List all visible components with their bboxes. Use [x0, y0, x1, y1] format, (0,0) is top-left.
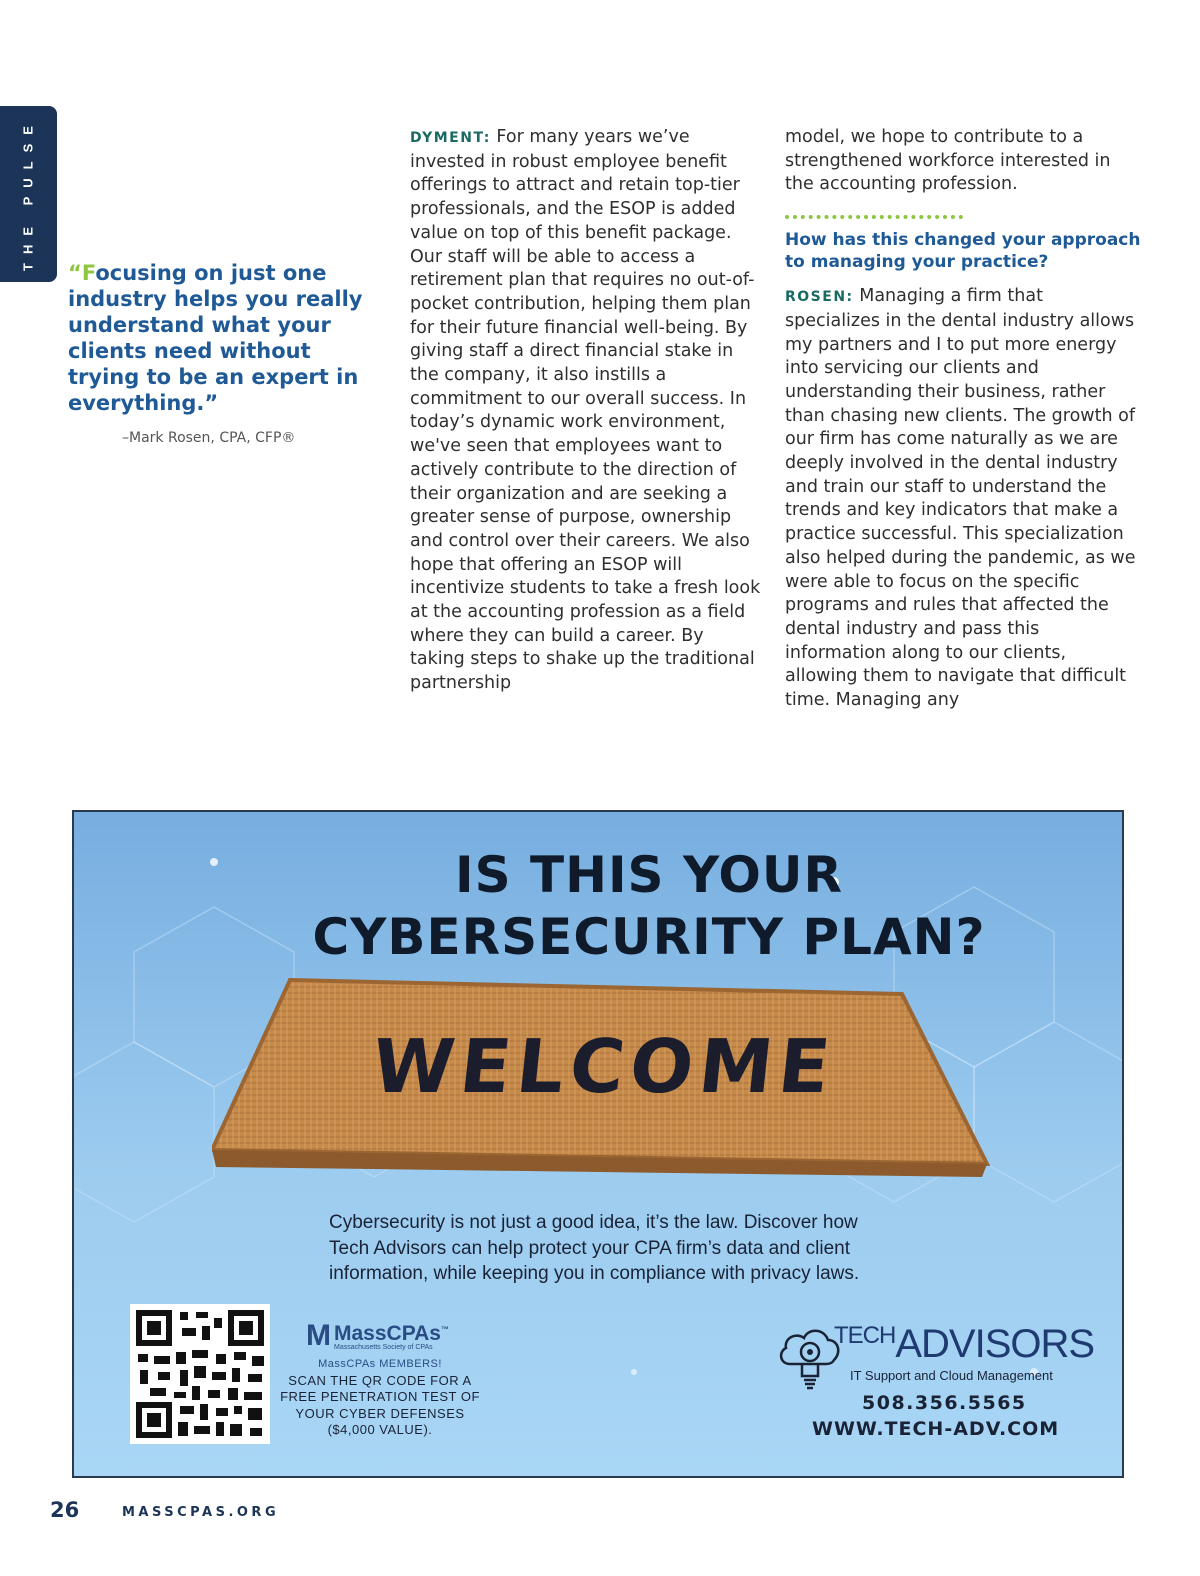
- tech-advisors-logo: [834, 1322, 1094, 1366]
- doormat-word: WELCOME: [368, 1024, 840, 1110]
- article-column-2: [785, 126, 1143, 713]
- dyment-answer-continued: model, we hope to contribute to a strengthened workforce interested in the accounting profession.: [785, 127, 1111, 195]
- ad-body-copy: Cybersecurity is not just a good idea, it’s the law. Discover how Tech Advisors can help protect your CPA firm’s data and client information, while keeping you in compliance with privacy laws.: [329, 1212, 860, 1284]
- pull-quote-credit: –Mark Rosen, CPA, CFP®: [122, 430, 296, 446]
- ad-headline: [74, 844, 1124, 968]
- section-tab: [0, 106, 57, 282]
- masscpas-logo-name: MassCPAs: [334, 1322, 441, 1345]
- article-column-1: [410, 126, 762, 696]
- speaker-rosen: ROSEN:: [785, 289, 854, 306]
- section-tab-label: THE PULSE: [20, 117, 36, 271]
- masscpas-members-label: MassCPAs MEMBERS!: [318, 1358, 442, 1370]
- pull-quote: [68, 260, 378, 416]
- ad-headline-line-1: IS THIS YOUR: [454, 846, 844, 904]
- speaker-dyment: DYMENT:: [410, 130, 491, 146]
- masscpas-logo-mark: M: [306, 1319, 331, 1352]
- dotted-divider: [785, 215, 963, 219]
- masscpas-trademark: ™: [441, 1325, 449, 1334]
- dyment-answer: For many years we’ve invested in robust employee benefit offerings to attract and retain top-tier professionals, and the ESOP is added value on top of this benefit package. Our staff will be able to access a retirement plan that requires no out-of-pocket contribution, helping them plan for their future financial well-being. By giving staff a direct financial stake in the company, it also instills a commitment to our overall success. In today’s dynamic work environment, we've seen that employees want to actively contribute to the direction of their organization and are seeking a greater sense of purpose, ownership and control over their careers. We also hope that offering an ESOP will incentivize students to take a fresh look at the accounting profession as a field where they can build a career. By taking steps to shake up the traditional partnership: [410, 127, 761, 694]
- masscpas-offer-text: SCAN THE QR CODE FOR A FREE PENETRATION TEST OF YOUR CYBER DEFENSES ($4,000 VALUE).: [280, 1372, 480, 1437]
- masscpas-logo-subtitle: Massachusetts Society of CPAs: [334, 1344, 433, 1351]
- pull-quote-initial: F: [81, 261, 96, 285]
- pull-quote-text: ocusing on just one industry helps you really understand what your clients need without trying to be an expert in everything.”: [68, 261, 363, 415]
- tech-advisors-ad: [72, 810, 1124, 1478]
- footer-site[interactable]: MASSCPAS.ORG: [122, 1505, 280, 1520]
- tech-advisors-logo-tech: TECH: [834, 1322, 896, 1349]
- open-quote-mark: “: [68, 261, 82, 285]
- interview-question: How has this changed your approach to managing your practice?: [785, 230, 1141, 273]
- tech-advisors-website[interactable]: WWW.TECH-ADV.COM: [812, 1418, 1060, 1440]
- page-number: 26: [50, 1498, 80, 1522]
- qr-code[interactable]: [130, 1304, 270, 1444]
- rosen-answer: Managing a firm that specializes in the dental industry allows my partners and I to put more energy into servicing our clients and understanding their business, rather than chasing new clients. The growth of our firm has come naturally as we are deeply involved in the dental industry and train our staff to understand the trends and key indicators that make a practice successful. This specialization also helped during the pandemic, as we were able to focus on the specific programs and rules that affected the dental industry and pass this information along to our clients, allowing them to navigate that difficult time. Managing any: [785, 286, 1136, 711]
- welcome-doormat: [212, 972, 992, 1182]
- tech-advisors-logo-advisors: ADVISORS: [895, 1322, 1095, 1366]
- masscpas-offer: [280, 1356, 480, 1439]
- tech-advisors-phone[interactable]: 508.356.5565: [862, 1392, 1027, 1414]
- ad-headline-line-2: CYBERSECURITY PLAN?: [312, 908, 986, 966]
- masscpas-logo: [306, 1320, 449, 1352]
- tech-advisors-tagline: IT Support and Cloud Management: [850, 1368, 1053, 1383]
